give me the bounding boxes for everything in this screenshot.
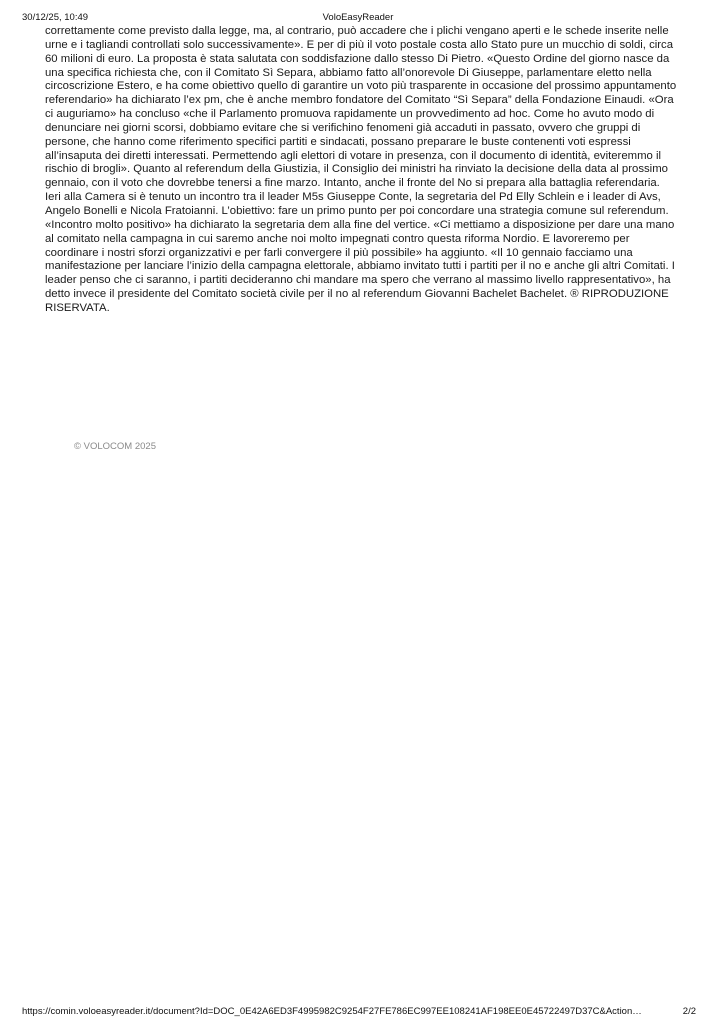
app-title: VoloEasyReader (322, 12, 394, 23)
article (45, 25, 677, 316)
document-url[interactable]: https://comin.voloeasyreader.it/document?Id=DOC_0E42A6ED3F4995982C9254F27FE786EC997EE108241AF198EE0E45722497D37C&Action… (22, 1006, 642, 1017)
print-datetime: 30/12/25, 10:49 (22, 12, 89, 23)
page-number: 2/2 (682, 1006, 696, 1017)
article-body-text: correttamente come previsto dalla legge, ma, al contrario, può accadere che i plichi vengano aperti e le schede inserite nelle urne e i tagliandi controllati solo successivamente». E per di più il voto postale costa allo Stato pure un mucchio di soldi, circa 60 milioni di euro. La proposta è stata salutata con soddisfazione dallo stesso Di Pietro. «Questo Ordine del giorno nasce da una specifica richiesta che, con il Comitato Sì Separa, abbiamo fatto all’onorevole Di Giuseppe, parlamentare eletto nella circoscrizione Estero, e ha come obiettivo quello di garantire un voto più trasparente in occasione del prossimo appuntamento referendario» ha dichiarato l’ex pm, che è anche membro fondatore del Comitato “Sì Separa” della Fondazione Einaudi. «Ora ci auguriamo» ha concluso «che il Parlamento promuova rapidamente un provvedimento ad hoc. Come ho avuto modo di denunciare nei giorni scorsi, dobbiamo evitare che si verifichino fenomeni già accaduti in passato, ovvero che gruppi di persone, che hanno come riferimento specifici partiti e sindacati, possano preparare le buste contenenti voti espressi all’insaputa dei diretti interessati. Permettendo agli elettori di votare in presenza, con il documento di identità, eviteremmo il rischio di brogli». Quanto al referendum della Giustizia, il Consiglio dei ministri ha rinviato la decisione della data al prossimo gennaio, con il voto che dovrebbe tenersi a fine marzo. Intanto, anche il fronte del No si prepara alla battaglia referendaria. Ieri alla Camera si è tenuto un incontro tra il leader M5s Giuseppe Conte, la segretaria del Pd Elly Schlein e i leader di Avs, Angelo Bonelli e Nicola Fratoianni. L’obiettivo: fare un primo punto per poi concordare una strategia comune sul referendum. «Incontro molto positivo» ha dichiarato la segretaria dem alla fine del vertice. «Ci mettiamo a disposizione per dare una mano al comitato nella campagna in cui saremo anche noi molto impegnati contro questa riforma Nordio. E lavoreremo per coordinare i nostri sforzi organizzativi e per farli convergere il più possibile» ha aggiunto. «Il 10 gennaio facciamo una manifestazione per lanciare l’inizio della campagna elettorale, abbiamo invitato tutti i partiti per il no e anche gli altri Comitati. I leader penso che ci saranno, i partiti decideranno chi mandare ma spero che verrano al massimo livello rappresentativo», ha detto invece il presidente del Comitato società civile per il no al referendum Giovanni Bachelet Bachelet. ® RIPRODUZIONE RISERVATA. (45, 25, 677, 314)
copyright-notice: © VOLOCOM 2025 (74, 441, 156, 452)
print-footer (0, 1005, 716, 1019)
print-header (0, 11, 716, 25)
